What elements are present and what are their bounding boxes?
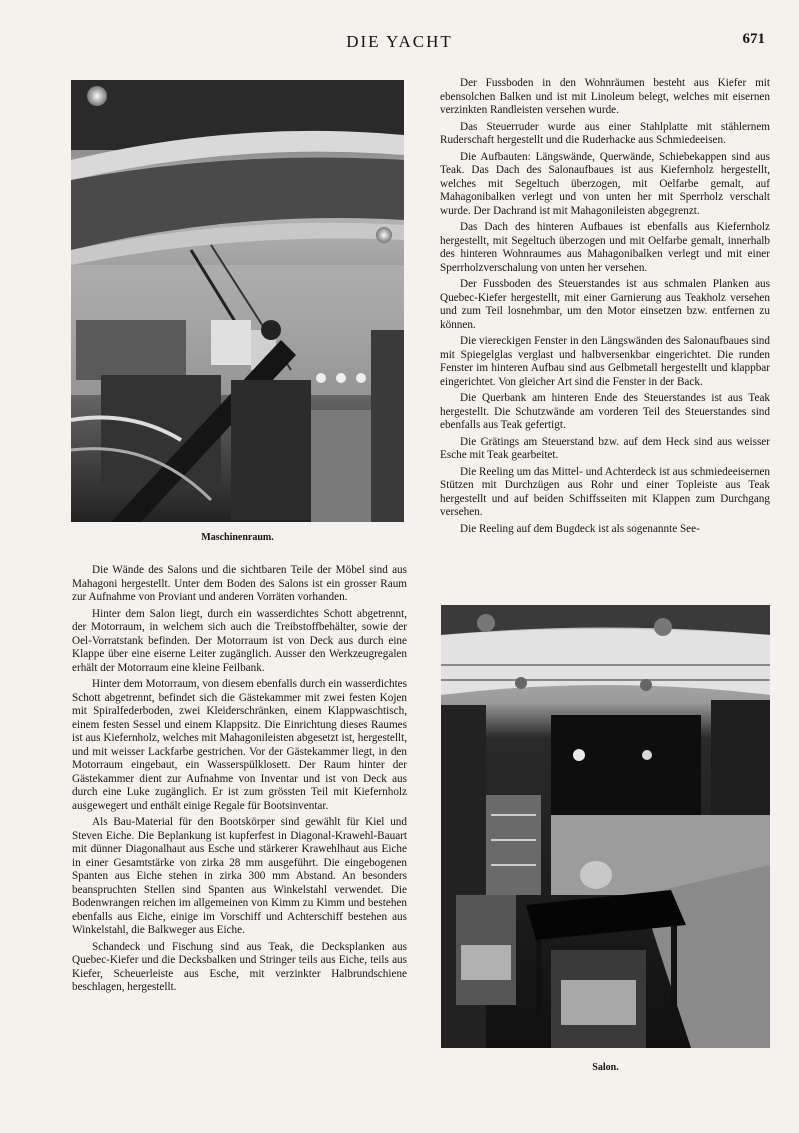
left-text-column xyxy=(72,564,407,998)
paragraph: Das Dach des hinteren Aufbaues ist ebenfalls aus Kiefernholz hergestellt, mit Segeltuch überzogen und mit Oelfarbe gemalt, innerhalb des hinteren Wohnraumes aus Mahagonibalken verlegt und mit einer Sperrholzverschalung von unten her versehen. xyxy=(440,221,770,274)
paragraph: Der Fussboden in den Wohnräumen besteht aus Kiefer mit ebensolchen Balken und ist mit Linoleum belegt, welches mit eisernen verzinkten Randleisten versehen wurde. xyxy=(440,77,770,116)
page-number: 671 xyxy=(742,31,765,47)
paragraph: Schandeck und Fischung sind aus Teak, die Decksplanken aus Quebec-Kiefer und die Decksbalken und Stringer teils aus Eiche, teils aus Kiefer, Scheuerleiste aus Esche, mit verzinkter Halbrundschiene beschlagen, hergestellt. xyxy=(72,940,407,993)
engine-room-photo xyxy=(71,80,404,522)
paragraph: Der Fussboden des Steuerstandes ist aus schmalen Planken aus Quebec-Kiefer hergestellt, mit einer Garnierung aus Teakholz versehen und zum Teil losnehmbar, um den Motor einsetzen bzw. entfernen zu können. xyxy=(440,278,770,331)
salon-caption: Salon. xyxy=(592,1062,619,1073)
paragraph: Die Wände des Salons und die sichtbaren Teile der Möbel sind aus Mahagoni hergestellt. Unter dem Boden des Salons ist ein grosser Raum zur Aufnahme von Proviant und anderen Vorräten vorhanden. xyxy=(72,564,407,603)
paragraph: Die Aufbauten: Längswände, Querwände, Schiebekappen sind aus Teak. Das Dach des Salonaufbaues ist aus Kiefernholz hergestellt, welches mit Segeltuch überzogen, mit Oelfarbe gemalt, auf Mahagonibalken verlegt und von unten her mit Sperrholz verschalt wurde. Der Dachrand ist mit Mahagonileisten abgegrenzt. xyxy=(440,150,770,217)
paragraph: Hinter dem Motorraum, von diesem ebenfalls durch ein wasserdichtes Schott abgetrennt, befindet sich die Gästekammer mit zwei festen Kojen mit Spiralfederboden, zwei Kleiderschränken, einem Klappwaschtisch, einem festen Sessel und einem Klappsitz. Die Einrichtung dieses Raumes ist aus Kiefernholz, welches mit Mahagonileisten abgesetzt ist, hergestellt, und mit weisser Lackfarbe gestrichen. Vor der Gästekammer liegt, in den Motorraum eingebaut, ein Wasserspülklosett. Der Raum hinter der Gästekammer dient zur Aufnahme von Inventar und ist von Deck aus durch eine Luke zugänglich. Er ist zum grössten Teil mit Kiefernholz ausgewegert und enthält einige Regale für Bootsinventar. xyxy=(72,678,407,812)
engine-room-caption: Maschinenraum. xyxy=(201,532,274,543)
salon-photo xyxy=(441,605,770,1048)
paragraph: Das Steuerruder wurde aus einer Stahlplatte mit stählernem Ruderschaft hergestellt und die Ruderhacke aus Schmiedeeisen. xyxy=(440,120,770,146)
paragraph: Die Reeling auf dem Bugdeck ist als sogenannte See- xyxy=(460,522,700,535)
paragraph: Die Reeling um das Mittel- und Achterdeck ist aus schmiedeeisernen Stützen mit Durchzügen aus Rohr und einer Topleiste aus Teak hergestellt und auf beiden Schiffsseiten mit Klappen zum Durchgang versehen. xyxy=(440,465,770,518)
right-text-column xyxy=(440,77,770,539)
paragraph: Als Bau-Material für den Bootskörper sind gewählt für Kiel und Steven Eiche. Die Beplankung ist kupferfest in Diagonal-Krawehl-Bauart mit dünner Diagonalhaut aus Esche und stärkerer Krawehlhaut aus Eiche in einer Gesamtstärke von zirka 28 mm ausgeführt. Die eingebogenen Spanten aus Eiche stehen in zirka 300 mm Abstand. An besonders beanspruchten Stellen sind Spanten aus Winkelstahl verwendet. Die Bodenwrangen reichen im allgemeinen von Kimm zu Kimm und bestehen ebenfalls aus Eiche, einige im Vorschiff und Achterschiff bestehen aus Winkelstahl, die Balkweger aus Eiche. xyxy=(72,816,407,936)
paragraph: Die Grätings am Steuerstand bzw. auf dem Heck sind aus weisser Esche mit Teak gearbeitet. xyxy=(440,435,770,461)
paragraph: Hinter dem Salon liegt, durch ein wasserdichtes Schott abgetrennt, der Motorraum, in welchem sich auch die Treibstoffbehälter, sowie der Oel-Vorratstank befinden. Der Motorraum ist von Deck aus durch eine Klappe über eine eiserne Leiter zugänglich. Ausser den Werkzeugregalen erhält der Motorraum eine kleine Feilbank. xyxy=(72,607,407,674)
paragraph: Die viereckigen Fenster in den Längswänden des Salonaufbaues sind mit Spiegelglas verglast und halbversenkbar eingerichtet. Die runden Fenster im hinteren Aufbau sind aus Gelbmetall hergestellt und klappbar eingerichtet. Von gleicher Art sind die Fenster in der Back. xyxy=(440,335,770,388)
running-title: DIE YACHT xyxy=(346,32,453,51)
paragraph: Die Querbank am hinteren Ende des Steuerstandes ist aus Teak hergestellt. Die Schutzwände am vorderen Teil des Steuerstandes sind ebenfalls aus Teak gefertigt. xyxy=(440,392,770,431)
